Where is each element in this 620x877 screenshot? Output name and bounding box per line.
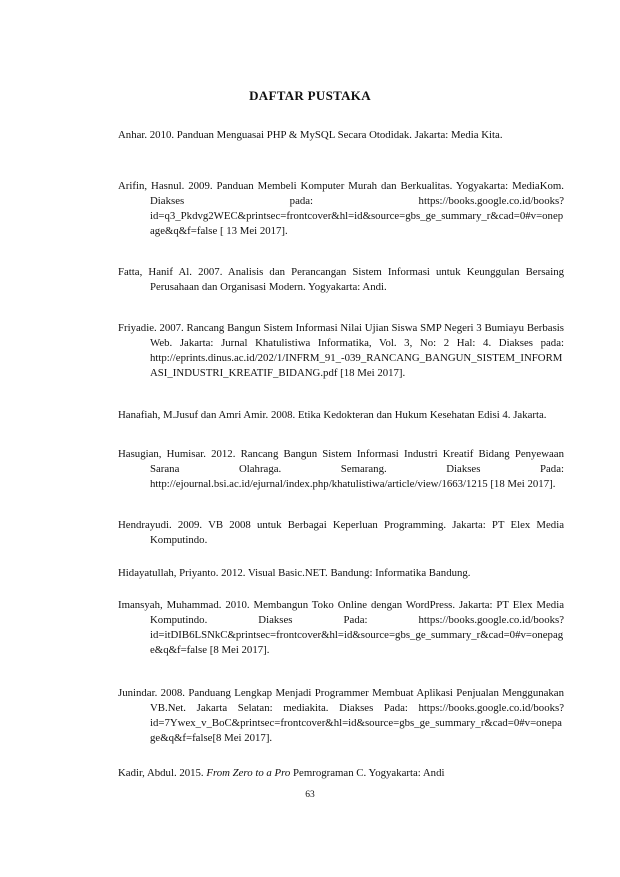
reference-entry [118,766,564,781]
page-title: DAFTAR PUSTAKA [249,88,371,103]
reference-entry: Hidayatullah, Priyanto. 2012. Visual Basic.NET. Bandung: Informatika Bandung. [118,567,471,579]
reference-text: Pemrograman C. Yogyakarta: Andi [290,767,445,779]
reference-entry: Arifin, Hasnul. 2009. Panduan Membeli Komputer Murah dan Berkualitas. Yogyakarta: MediaKom. Diakses pada: https://books.google.co.id/books?id=q3_Pkdvg2WEC&printsec=frontcover&hl=id&source=gbs_ge_summary_r&cad=0#v=onepage&q&f=false [ 13 Mei 2017]. [118,180,564,237]
reference-entry: Hendrayudi. 2009. VB 2008 untuk Berbagai Keperluan Programming. Jakarta: PT Elex Media Komputindo. [118,519,564,546]
page-number: 63 [305,790,315,800]
reference-entry: Anhar. 2010. Panduan Menguasai PHP & MySQL Secara Otodidak. Jakarta: Media Kita. [118,129,503,141]
reference-entry: Hasugian, Humisar. 2012. Rancang Bangun Sistem Informasi Industri Kreatif Bidang Penyewaan Sarana Olahraga. Semarang. Diakses Pada: http://ejournal.bsi.ac.id/ejurnal/index.php/khatulistiwa/article/view/1663/1215 [18 Mei 2017]. [118,448,564,490]
reference-entry: Imansyah, Muhammad. 2010. Membangun Toko Online dengan WordPress. Jakarta: PT Elex Media Komputindo. Diakses Pada: https://books.google.co.id/books?id=itDIB6LSNkC&printsec=frontcover&hl=id&source=gbs_ge_summary_r&cad=0#v=onepage&q&f=false [8 Mei 2017]. [118,599,564,656]
reference-entry: Fatta, Hanif Al. 2007. Analisis dan Perancangan Sistem Informasi untuk Keunggulan Bersaing Perusahaan dan Organisasi Modern. Yogyakarta: Andi. [118,266,564,293]
reference-entry: Friyadie. 2007. Rancang Bangun Sistem Informasi Nilai Ujian Siswa SMP Negeri 3 Bumiayu Berbasis Web. Jakarta: Jurnal Khatulistiwa Informatika, Vol. 3, No: 2 Hal: 4. Diakses pada: http://eprints.dinus.ac.id/202/1/INFRM_91_-039_RANCANG_BANGUN_SISTEM_INFORMASI_INDUSTRI_KREATIF_BIDANG.pdf [18 Mei 2017]. [118,322,564,379]
reference-text: Kadir, Abdul. 2015. [118,767,207,779]
reference-italic-title: From Zero to a Pro [206,767,291,779]
reference-entry: Hanafiah, M.Jusuf dan Amri Amir. 2008. Etika Kedokteran dan Hukum Kesehatan Edisi 4. Jakarta. [118,409,547,421]
reference-entry: Junindar. 2008. Panduang Lengkap Menjadi Programmer Membuat Aplikasi Penjualan Menggunakan VB.Net. Jakarta Selatan: mediakita. Diakses Pada: https://books.google.co.id/books?id=7Ywex_v_BoC&printsec=frontcover&hl=id&source=gbs_ge_summary_r&cad=0#v=onepage&q&f=false[8 Mei 2017]. [118,687,564,744]
